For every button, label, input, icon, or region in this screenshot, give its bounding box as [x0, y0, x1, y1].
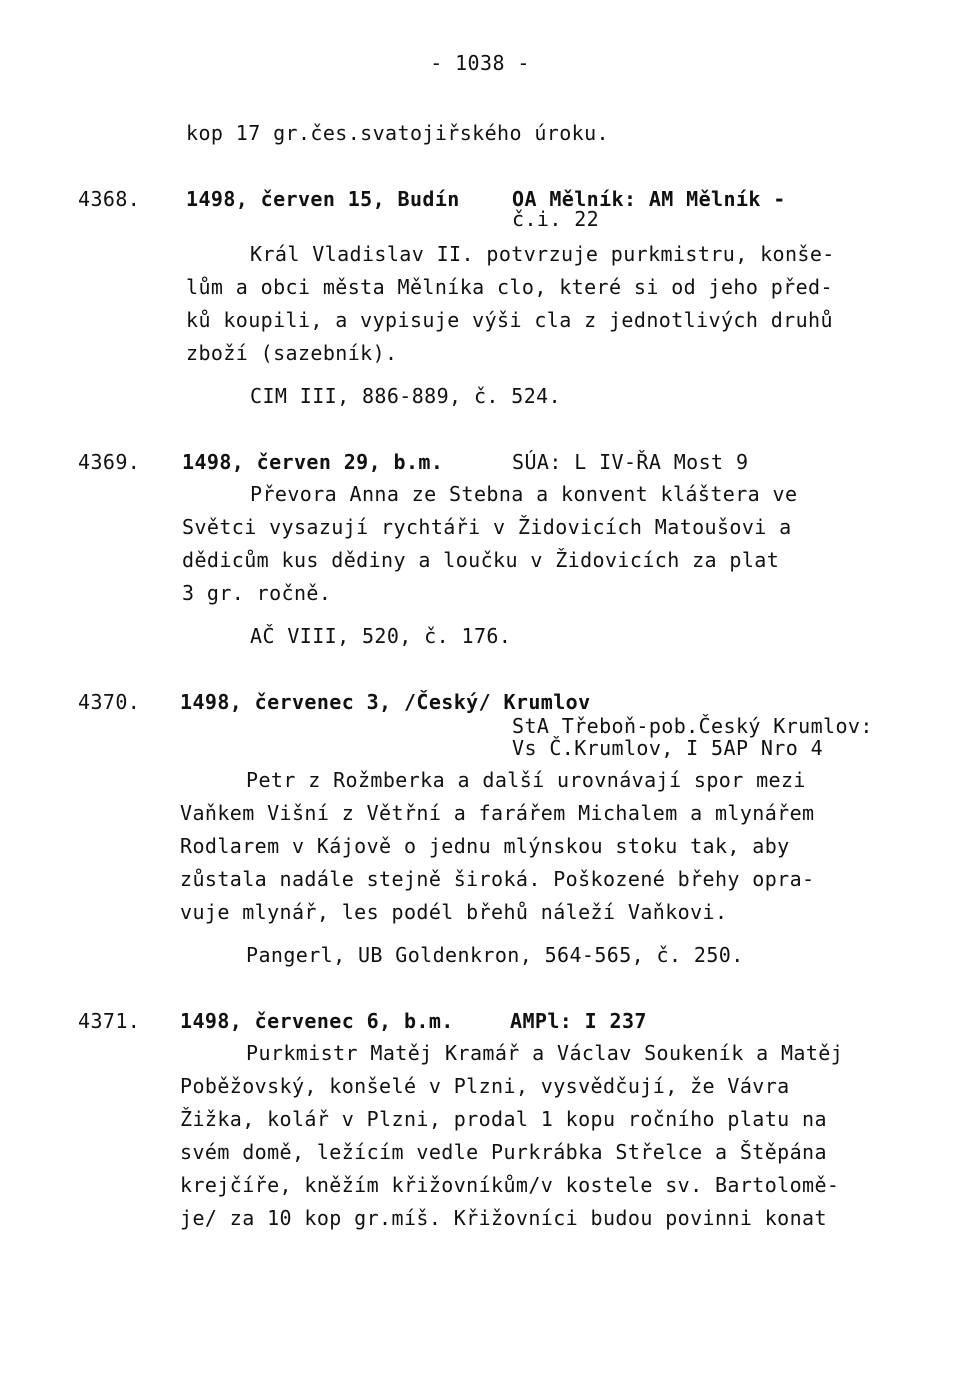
entry-text-line: krejčíře, kněžím křižovníkům/v kostele sv. Bartolomě- — [180, 1173, 840, 1197]
entry-text-line: Žižka, kolář v Plzni, prodal 1 kopu ročního platu na — [180, 1107, 827, 1131]
entry-archive-line: SÚA: L IV-ŘA Most 9 — [512, 450, 749, 474]
entry-text-line: Převora Anna ze Stebna a konvent kláštera ve — [250, 482, 798, 506]
entry-archive-line: č.i. 22 — [512, 207, 600, 231]
entry-text-line: Král Vladislav II. potvrzuje purkmistru, konše- — [250, 242, 835, 266]
entry-text-line: svém domě, ležícím vedle Purkrábka Střelce a Štěpána — [180, 1140, 827, 1164]
entry-text-line: lům a obci města Mělníka clo, které si od jeho před- — [186, 275, 833, 299]
entry-archive-line: AMPl: I 237 — [510, 1009, 647, 1033]
entry-reference: CIM III, 886-889, č. 524. — [250, 384, 562, 408]
entry-text-line: ků koupili, a vypisuje výši cla z jednotlivých druhů — [186, 308, 833, 332]
entry-text-line: Purkmistr Matěj Kramář a Václav Soukeník a Matěj — [246, 1041, 844, 1065]
entry-text-line: Světci vysazují rychtáři v Židovicích Matoušovi a — [182, 515, 792, 539]
entry-number: 4369. — [78, 450, 141, 474]
entry-archive-line: OA Mělník: AM Mělník - — [512, 187, 786, 211]
entry-number: 4370. — [78, 690, 141, 714]
entry-reference: Pangerl, UB Goldenkron, 564-565, č. 250. — [246, 943, 744, 967]
entry-text-line: je/ za 10 kop gr.míš. Křižovníci budou povinni konat — [180, 1206, 827, 1230]
page-number: - 1038 - — [430, 51, 530, 75]
entry-text-line: Petr z Rožmberka a další urovnávají spor mezi — [246, 768, 806, 792]
continuation-line: kop 17 gr.čes.svatojiřského úroku. — [186, 121, 609, 145]
entry-text-line: 3 gr. ročně. — [182, 581, 332, 605]
entry-reference: AČ VIII, 520, č. 176. — [250, 624, 512, 648]
entry-text-line: dědicům kus dědiny a loučku v Židovicích za plat — [182, 548, 780, 572]
entry-text-line: Rodlarem v Kájově o jednu mlýnskou stoku tak, aby — [180, 834, 790, 858]
entry-text-line: Poběžovský, konšelé v Plzni, vysvědčují, že Vávra — [180, 1074, 790, 1098]
entry-date-place: 1498, červen 29, b.m. — [182, 450, 444, 474]
entry-text-line: zboží (sazebník). — [186, 341, 398, 365]
entry-date-place: 1498, červenec 3, /Český/ Krumlov — [180, 690, 591, 714]
entry-text-line: zůstala nadále stejně široká. Poškozené břehy opra- — [180, 867, 815, 891]
entry-date-place: 1498, červenec 6, b.m. — [180, 1009, 454, 1033]
entry-number: 4371. — [78, 1009, 141, 1033]
entry-date-place: 1498, červen 15, Budín — [186, 187, 460, 211]
entry-text-line: vuje mlynář, les podél břehů náleží Vaňkovi. — [180, 900, 728, 924]
entry-number: 4368. — [78, 187, 141, 211]
entry-archive-line: StA Třeboň-pob.Český Krumlov: — [512, 714, 873, 738]
entry-archive-line: Vs Č.Krumlov, I 5AP Nro 4 — [512, 736, 824, 760]
entry-text-line: Vaňkem Višní z Větřní a farářem Michalem a mlynářem — [180, 801, 815, 825]
